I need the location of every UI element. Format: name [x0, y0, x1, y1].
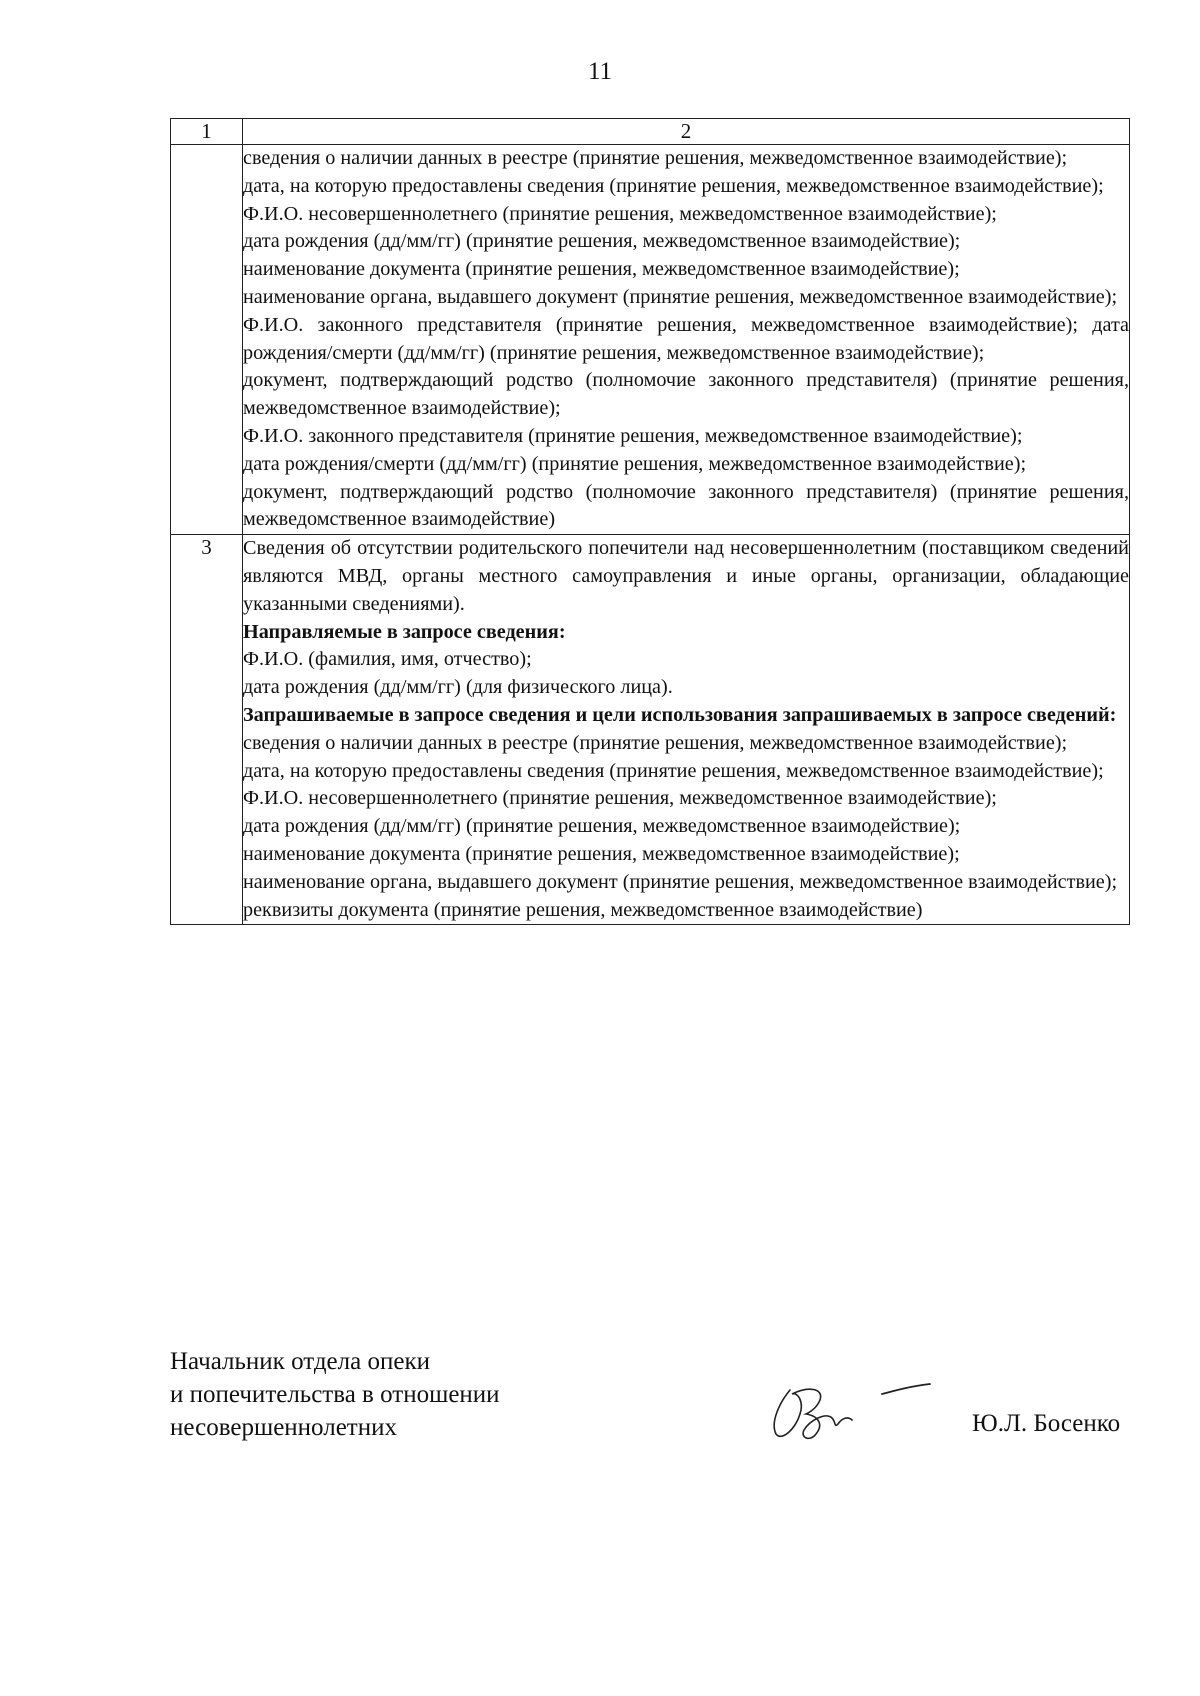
signatory-title: [170, 1345, 500, 1444]
data-field-line: дата рождения/смерти (дд/мм/гг) (принятие решения, межведомственное взаимодействие);: [243, 452, 1027, 475]
data-field-line: Ф.И.О. (фамилия, имя, отчество);: [243, 648, 532, 671]
data-field-line: дата рождения (дд/мм/гг) (принятие решения, межведомственное взаимодействие);: [243, 815, 961, 838]
data-field-line: дата рождения (дд/мм/гг) (для физического лица).: [243, 676, 673, 699]
data-field-line: наименование документа (принятие решения, межведомственное взаимодействие);: [243, 842, 960, 865]
data-field-line: сведения о наличии данных в реестре (принятие решения, межведомственное взаимодействие);: [243, 731, 1068, 754]
signatory-title-line: несовершеннолетних: [170, 1414, 397, 1441]
table-header-row: [171, 119, 1130, 145]
table-row: [171, 535, 1130, 925]
data-field-line: наименование органа, выдавшего документ (принятие решения, межведомственное взаимодействие);: [243, 870, 1118, 893]
table-header-col-2: 2: [243, 119, 1130, 145]
data-field-line: документ, подтверждающий родство (полномочие законного представителя) (принятие решения, межведомственное взаимодействие);: [243, 369, 1129, 420]
data-field-line: реквизиты документа (принятие решения, межведомственное взаимодействие): [243, 898, 923, 921]
data-field-line: дата, на которую предоставлены сведения (принятие решения, межведомственное взаимодействие);: [243, 174, 1104, 197]
data-field-line: Ф.И.О. несовершеннолетнего (принятие решения, межведомственное взаимодействие);: [243, 787, 997, 810]
data-field-line: дата, на которую предоставлены сведения (принятие решения, межведомственное взаимодействие);: [243, 759, 1104, 782]
table-row: [171, 145, 1130, 535]
table-header-col-1: 1: [171, 119, 243, 145]
page-number: 11: [587, 58, 613, 85]
row-content: [243, 535, 1130, 925]
row-content: [243, 145, 1130, 535]
data-field-line: сведения о наличии данных в реестре (принятие решения, межведомственное взаимодействие);: [243, 147, 1068, 169]
data-field-line: дата рождения (дд/мм/гг) (принятие решения, межведомственное взаимодействие);: [243, 230, 961, 253]
requirements-table: [170, 118, 1130, 925]
data-field-line: Ф.И.О. несовершеннолетнего (принятие решения, межведомственное взаимодействие);: [243, 202, 997, 225]
data-field-line: наименование органа, выдавшего документ (принятие решения, межведомственное взаимодействие);: [243, 285, 1118, 308]
row-number: [171, 145, 243, 535]
data-field-line: Ф.И.О. законного представителя (принятие решения, межведомственное взаимодействие);: [243, 424, 1023, 447]
row-number: 3: [171, 535, 243, 925]
handwritten-signature: [762, 1372, 952, 1452]
data-field-line: Сведения об отсутствии родительского попечители над несовершеннолетним (поставщиком сведений являются МВД, органы местного самоуправления и иные органы, организации, обладающие указанными сведениями).: [243, 537, 1129, 615]
section-heading: Направляемые в запросе сведения:: [243, 620, 566, 643]
signatory-title-line: и попечительства в отношении: [170, 1381, 500, 1408]
section-heading: Запрашиваемые в запросе сведения и цели использования запрашиваемых в запросе сведений:: [243, 703, 1117, 726]
signatory-name: Ю.Л. Босенко: [972, 1410, 1121, 1437]
data-field-line: Ф.И.О. законного представителя (принятие решения, межведомственное взаимодействие); дата рождения/смерти (дд/мм/гг) (принятие решения, межведомственное взаимодействие);: [243, 313, 1129, 364]
data-field-line: наименование документа (принятие решения, межведомственное взаимодействие);: [243, 258, 960, 281]
data-field-line: документ, подтверждающий родство (полномочие законного представителя) (принятие решения, межведомственное взаимодействие): [243, 480, 1129, 531]
signatory-title-line: Начальник отдела опеки: [170, 1348, 430, 1375]
